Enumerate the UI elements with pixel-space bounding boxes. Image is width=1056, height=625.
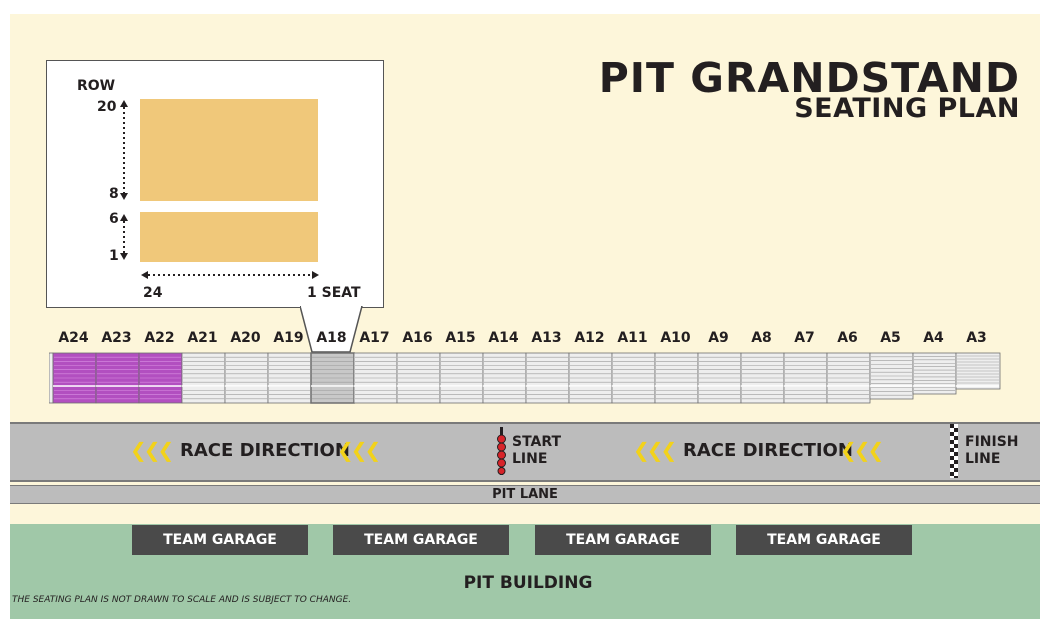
disclaimer: THE SEATING PLAN IS NOT DRAWN TO SCALE AND IS SUBJECT TO CHANGE. (12, 595, 352, 605)
section-a17[interactable] (354, 353, 397, 403)
grandstand (49, 352, 1009, 408)
section-label-a6: A6 (837, 330, 858, 346)
pit-building-label: PIT BUILDING (463, 573, 593, 593)
team-garage-4: TEAM GARAGE (736, 525, 912, 555)
section-label-a19: A19 (273, 330, 304, 346)
start-line-label-1: START (512, 434, 562, 450)
race-track (10, 422, 1040, 482)
row-number-top: 20 (97, 99, 117, 115)
row-number-bottom: 1 (109, 248, 119, 264)
section-a8[interactable] (741, 353, 784, 403)
section-label-a12: A12 (574, 330, 605, 346)
section-a24[interactable] (53, 353, 96, 403)
chevron-left-icon: ❮❮❮ (130, 438, 172, 462)
section-a9[interactable] (698, 353, 741, 403)
section-label-a24: A24 (58, 330, 89, 346)
row-label: ROW (77, 78, 116, 94)
lower-seat-block (140, 212, 318, 262)
team-garage-1: TEAM GARAGE (132, 525, 308, 555)
plan-title: PIT GRANDSTAND (598, 54, 1020, 102)
section-a3[interactable] (956, 353, 1000, 389)
section-a7[interactable] (784, 353, 827, 403)
section-a19[interactable] (268, 353, 311, 403)
section-a18[interactable] (311, 353, 354, 403)
seat-arrow (140, 268, 320, 282)
section-label-a21: A21 (187, 330, 218, 346)
row-arrows (117, 97, 131, 303)
team-garage-2: TEAM GARAGE (333, 525, 509, 555)
section-a4[interactable] (913, 353, 956, 394)
section-label-a9: A9 (708, 330, 729, 346)
section-label-a16: A16 (402, 330, 433, 346)
start-lights-icon (495, 427, 509, 475)
pit-lane: PIT LANE (10, 485, 1040, 504)
row-number-lower-top: 6 (109, 211, 119, 227)
section-a5[interactable] (870, 353, 913, 399)
section-label-a17: A17 (359, 330, 390, 346)
section-label-a18: A18 (316, 330, 347, 346)
section-a15[interactable] (440, 353, 483, 403)
section-a13[interactable] (526, 353, 569, 403)
finish-line-label-1: FINISH (965, 434, 1019, 450)
finish-line-icon (950, 424, 958, 478)
section-label-a14: A14 (488, 330, 519, 346)
section-a20[interactable] (225, 353, 268, 403)
stand-edge (49, 353, 53, 403)
row-number-upper-bottom: 8 (109, 186, 119, 202)
chevron-left-icon: ❮❮❮ (633, 438, 675, 462)
chevron-left-icon: ❮❮❮ (840, 438, 882, 462)
upper-seat-block (140, 99, 318, 201)
seat-number-right: 1 SEAT (307, 285, 361, 301)
section-label-a13: A13 (531, 330, 562, 346)
section-a12[interactable] (569, 353, 612, 403)
section-a11[interactable] (612, 353, 655, 403)
team-garage-3: TEAM GARAGE (535, 525, 711, 555)
seat-number-left: 24 (143, 285, 163, 301)
race-direction-label-right: RACE DIRECTION (683, 440, 853, 461)
section-label-a11: A11 (617, 330, 648, 346)
race-direction-label-left: RACE DIRECTION (180, 440, 350, 461)
section-label-a4: A4 (923, 330, 944, 346)
finish-line-label-2: LINE (965, 451, 1001, 467)
section-label-a8: A8 (751, 330, 772, 346)
section-a16[interactable] (397, 353, 440, 403)
section-label-a10: A10 (660, 330, 691, 346)
section-label-a5: A5 (880, 330, 901, 346)
section-label-a23: A23 (101, 330, 132, 346)
section-a10[interactable] (655, 353, 698, 403)
section-a14[interactable] (483, 353, 526, 403)
plan-subtitle: SEATING PLAN (794, 93, 1020, 124)
section-label-a15: A15 (445, 330, 476, 346)
section-a23[interactable] (96, 353, 139, 403)
section-label-a20: A20 (230, 330, 261, 346)
section-label-a22: A22 (144, 330, 175, 346)
chevron-left-icon: ❮❮❮ (337, 438, 379, 462)
section-a22[interactable] (139, 353, 182, 403)
section-a6[interactable] (827, 353, 870, 403)
section-label-a3: A3 (966, 330, 987, 346)
section-a21[interactable] (182, 353, 225, 403)
start-line-label-2: LINE (512, 451, 548, 467)
section-detail-inset (46, 60, 384, 308)
section-label-a7: A7 (794, 330, 815, 346)
